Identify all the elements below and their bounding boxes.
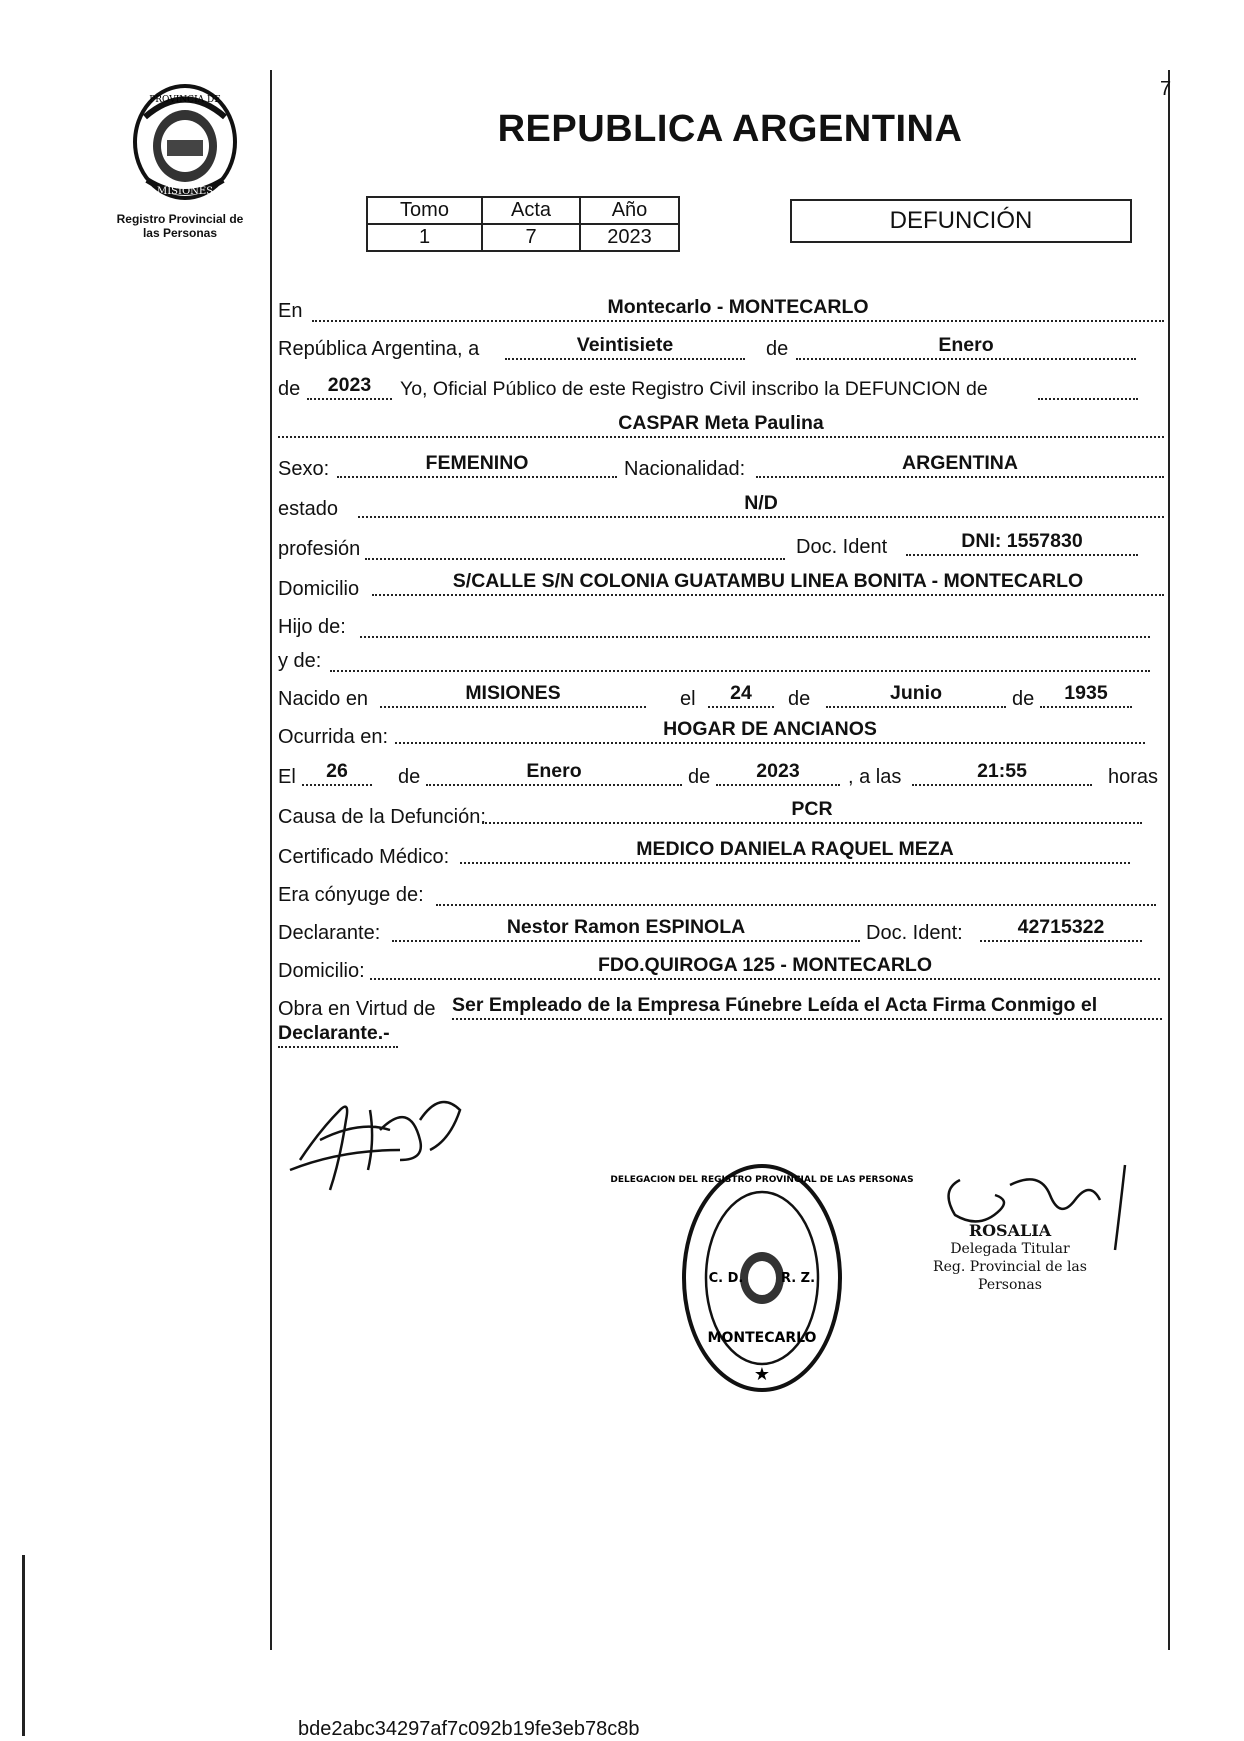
born-de-2: de	[1012, 688, 1035, 710]
declarant-doc-label: Doc. Ident:	[866, 922, 963, 944]
death-time: 21:55	[912, 760, 1092, 786]
month-value: Enero	[796, 334, 1136, 360]
official-seal	[610, 1158, 914, 1398]
logo-caption-line-2: las Personas	[142, 226, 218, 240]
register-table	[366, 196, 680, 252]
declarant-address-label: Domicilio:	[278, 960, 365, 982]
born-month: Junio	[826, 682, 1006, 708]
document-type-box: DEFUNCIÓN	[790, 199, 1132, 243]
death-de-1: de	[398, 766, 421, 788]
cause-label: Causa de la Defunción:	[278, 806, 486, 828]
seal-bottom-text: MONTECARLO	[707, 1330, 817, 1346]
certificate-label: Certificado Médico:	[278, 846, 450, 868]
seal-left-letters: C. D.	[708, 1271, 744, 1286]
right-margin-rule	[1168, 70, 1170, 1650]
certificate-value: MEDICO DANIELA RAQUEL MEZA	[460, 838, 1130, 864]
acta-value: 7	[482, 224, 580, 251]
death-de-2: de	[688, 766, 711, 788]
logo-bottom-text: MISIONES	[156, 186, 214, 197]
occurred-value: HOGAR DE ANCIANOS	[395, 718, 1145, 744]
born-de-1: de	[788, 688, 811, 710]
and-of-label: y de:	[278, 650, 322, 672]
date-de-1: de	[766, 338, 789, 360]
death-month: Enero	[426, 760, 682, 786]
address-label: Domicilio	[278, 578, 360, 600]
deceased-name: CASPAR Meta Paulina	[278, 412, 1164, 438]
doc-value: DNI: 1557830	[906, 530, 1138, 556]
civil-status-value: N/D	[358, 492, 1164, 518]
civil-status-label: estado	[278, 498, 339, 520]
el-label: El	[278, 766, 296, 788]
and-of-value	[330, 646, 1150, 672]
nationality-value: ARGENTINA	[756, 452, 1164, 478]
seal-star: ★	[753, 1364, 771, 1384]
born-year: 1935	[1040, 682, 1132, 708]
virtue-label: Obra en Virtud de	[278, 998, 436, 1020]
province-coat-of-arms-logo	[125, 82, 245, 202]
document-title: REPUBLICA ARGENTINA	[497, 108, 963, 150]
profession-label: profesión	[278, 538, 361, 560]
year-value: 2023	[307, 374, 392, 400]
officer-name: ROSALIA	[968, 1221, 1052, 1240]
scan-edge-rule	[22, 1555, 25, 1736]
logo-top-text: PROVINCIA DE	[149, 95, 221, 105]
logo-caption-line-1: Registro Provincial de	[116, 212, 244, 226]
officer-title: Delegada Titular	[950, 1241, 1070, 1257]
spouse-label: Era cónyuge de:	[278, 884, 424, 906]
doc-label: Doc. Ident	[796, 536, 888, 558]
officer-stamp	[900, 1222, 1120, 1294]
statement-trailing-dots	[1038, 374, 1138, 400]
tomo-header: Tomo	[367, 197, 482, 224]
place-label: En	[278, 300, 303, 322]
sex-label: Sexo:	[278, 458, 330, 480]
child-of-value	[360, 612, 1150, 638]
declarant-label: Declarante:	[278, 922, 381, 944]
profession-value	[365, 534, 785, 560]
address-value: S/CALLE S/N COLONIA GUATAMBU LINEA BONITA - MONTECARLO	[372, 570, 1164, 596]
seal-right-letters: R. Z.	[780, 1271, 816, 1286]
occurred-label: Ocurrida en:	[278, 726, 389, 748]
death-year: 2023	[716, 760, 840, 786]
born-label: Nacido en	[278, 688, 369, 710]
statement-text: Yo, Oficial Público de este Registro Civil inscribo la DEFUNCION de	[400, 378, 988, 400]
at-label: , a las	[848, 766, 902, 788]
cause-value: PCR	[482, 798, 1142, 824]
born-el: el	[680, 688, 696, 710]
born-day: 24	[708, 682, 774, 708]
born-place: MISIONES	[380, 682, 646, 708]
spouse-value	[436, 880, 1156, 906]
left-margin-rule	[270, 70, 272, 1650]
page-number: 7	[1160, 78, 1172, 100]
seal-ring-text: DELEGACION DEL REGISTRO PROVINCIAL DE LAS PERSONAS	[610, 1175, 914, 1185]
virtue-line-2: Declarante.-	[278, 1022, 398, 1048]
footer-hash: bde2abc34297af7c092b19fe3eb78c8b	[298, 1718, 640, 1740]
declarant-address-value: FDO.QUIROGA 125 - MONTECARLO	[370, 954, 1160, 980]
hours-label: horas	[1108, 766, 1159, 788]
acta-header: Acta	[482, 197, 580, 224]
anio-header: Año	[580, 197, 679, 224]
nationality-label: Nacionalidad:	[624, 458, 746, 480]
logo-caption	[100, 212, 260, 240]
declarant-doc-value: 42715322	[980, 916, 1142, 942]
child-of-label: Hijo de:	[278, 616, 346, 638]
date-label: República Argentina, a	[278, 338, 480, 360]
place-value: Montecarlo - MONTECARLO	[312, 296, 1164, 322]
tomo-value: 1	[367, 224, 482, 251]
virtue-line-1: Ser Empleado de la Empresa Fúnebre Leída el Acta Firma Conmigo el	[452, 994, 1162, 1020]
sex-value: FEMENINO	[337, 452, 617, 478]
declarant-value: Nestor Ramon ESPINOLA	[392, 916, 860, 942]
anio-value: 2023	[580, 224, 679, 251]
death-day: 26	[302, 760, 372, 786]
date-de-2: de	[278, 378, 301, 400]
declarant-signature	[280, 1080, 480, 1200]
day-words: Veintisiete	[505, 334, 745, 360]
officer-office: Reg. Provincial de las Personas	[933, 1259, 1087, 1293]
